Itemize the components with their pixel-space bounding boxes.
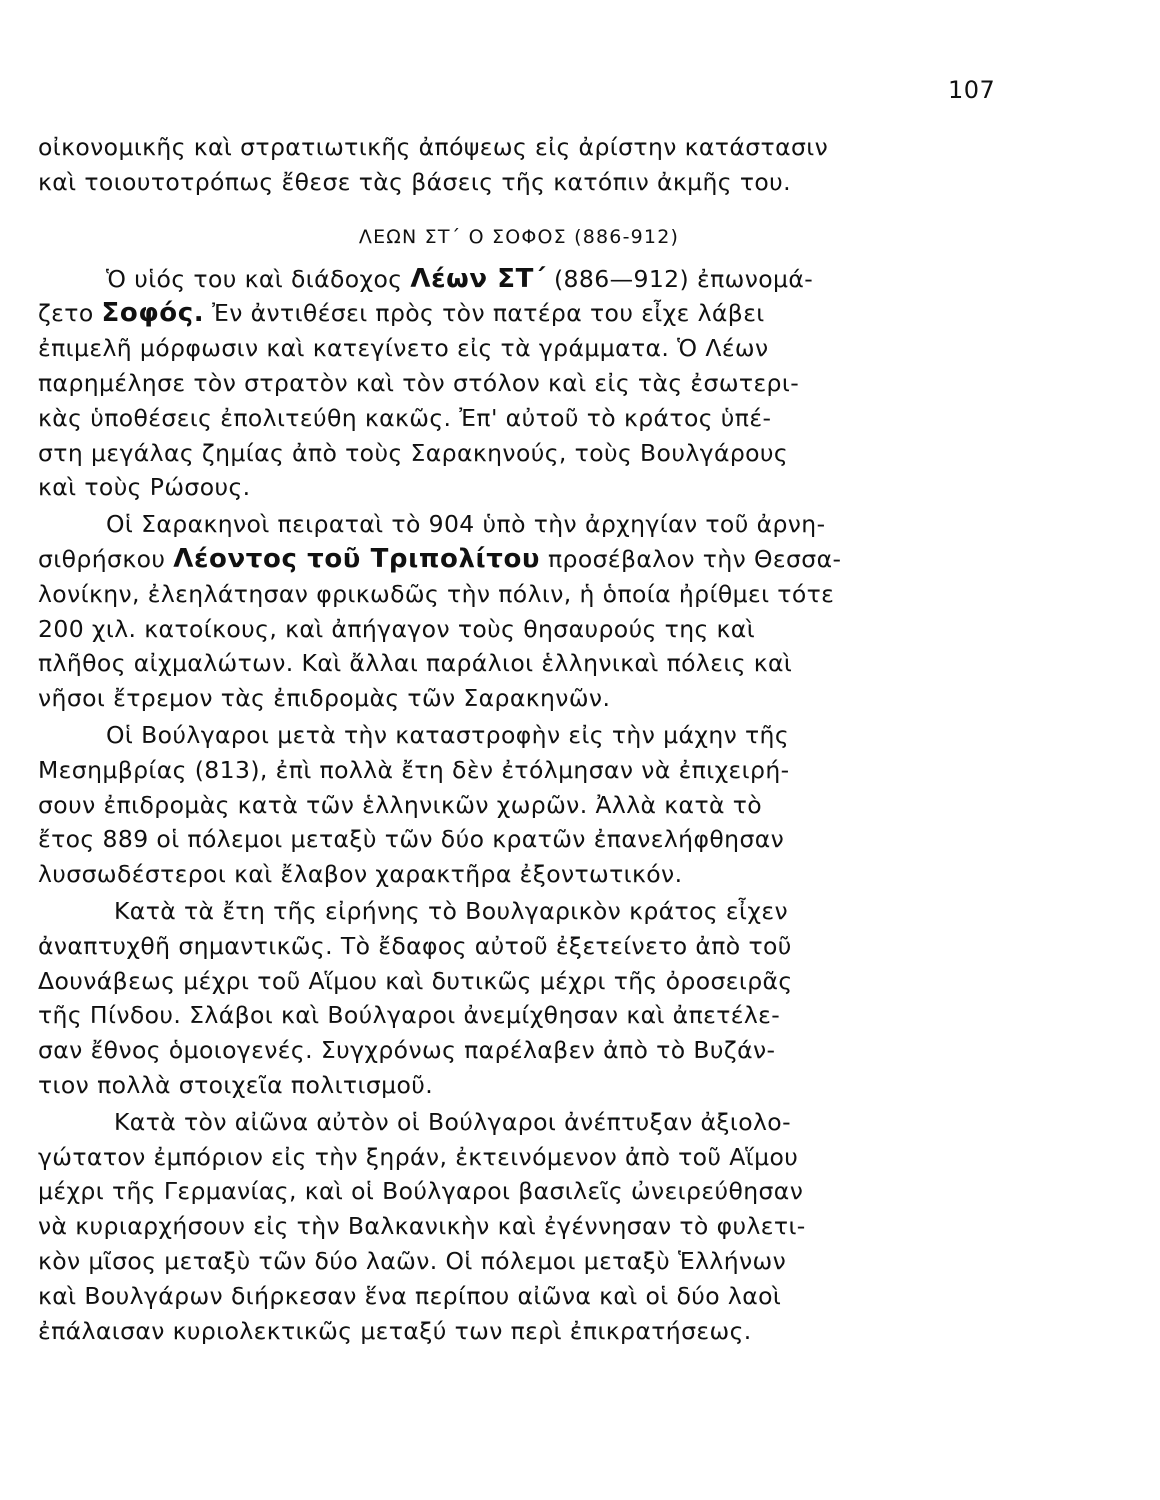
text-line: Κατὰ τὰ ἔτη τῆς εἰρήνης τὸ Βουλγαρικὸν κράτος εἶχεν (114, 896, 788, 925)
text-line: 200 χιλ. κατοίκους, καὶ ἀπήγαγον τοὺς θησαυρούς της καὶ (38, 614, 756, 643)
text-line: μέχρι τῆς Γερμανίας, καὶ οἱ Βούλγαροι βασιλεῖς ὠνειρεύθησαν (38, 1177, 804, 1206)
text-line: σαν ἔθνος ὁμοιογενές. Συγχρόνως παρέλαβεν ἀπὸ τὸ Βυζάν- (38, 1036, 776, 1065)
text-line: κὸν μῖσος μεταξὺ τῶν δύο λαῶν. Οἱ πόλεμοι μεταξὺ Ἑλλήνων (38, 1246, 787, 1275)
text-line: κὰς ὑποθέσεις ἐπολιτεύθη κακῶς. Ἐπ' αὐτοῦ τὸ κράτος ὑπέ- (38, 403, 772, 432)
text-line: παρημέλησε τὸν στρατὸν καὶ τὸν στόλον καὶ εἰς τὰς ἐσωτερι- (38, 368, 800, 397)
text-line: καὶ Βουλγάρων διήρκεσαν ἕνα περίπου αἰῶνα καὶ οἱ δύο λαοὶ (38, 1281, 782, 1310)
text-line: στη μεγάλας ζημίας ἀπὸ τοὺς Σαρακηνούς, τοὺς Βουλγάρους (38, 438, 789, 467)
section-heading: ΛΕΩΝ ΣΤ΄ Ο ΣΟΦΟΣ (886-912) (358, 225, 680, 248)
text-line: λονίκην, ἐλεηλάτησαν φρικωδῶς τὴν πόλιν, ἡ ὁποία ἠρίθμει τότε (38, 579, 835, 608)
text-line: οἰκονομικῆς καὶ στρατιωτικῆς ἀπόψεως εἰς ἀρίστην κατάστασιν (38, 133, 829, 161)
text-line: καὶ τοὺς Ρώσους. (38, 473, 251, 502)
text-line: ἐπιμελῆ μόρφωσιν καὶ κατεγίνετο εἰς τὰ γράμματα. Ὁ Λέων (38, 334, 769, 363)
text-line: νῆσοι ἔτρεμον τὰς ἐπιδρομὰς τῶν Σαρακηνῶν. (38, 684, 611, 713)
text-line: Οἱ Σαρακηνοὶ πειραταὶ τὸ 904 ὑπὸ τὴν ἀρχηγίαν τοῦ ἀρνη- (106, 510, 826, 539)
bold-name: Λέων ΣΤ΄ (410, 263, 547, 294)
text-line: ἀναπτυχθῆ σημαντικῶς. Τὸ ἔδαφος αὐτοῦ ἐξετείνετο ἀπὸ τοῦ (38, 931, 792, 960)
body-text (38, 130, 1000, 1348)
bold-name: Λέοντος τοῦ Τριπολίτου (173, 543, 541, 574)
text-line: τιον πολλὰ στοιχεῖα πολιτισμοῦ. (38, 1070, 434, 1099)
text-line: καὶ τοιουτοτρόπως ἔθεσε τὰς βάσεις τῆς κατόπιν ἀκμῆς του. (38, 167, 792, 196)
text-line: ἔτος 889 οἱ πόλεμοι μεταξὺ τῶν δύο κρατῶν ἐπανελήφθησαν (38, 825, 785, 854)
text-line: λυσσωδέστεροι καὶ ἔλαβον χαρακτῆρα ἐξοντωτικόν. (38, 860, 683, 889)
text-line: πλῆθος αἰχμαλώτων. Καὶ ἄλλαι παράλιοι ἑλληνικαὶ πόλεις καὶ (38, 649, 793, 678)
text-fragment: Ἐν ἀντιθέσει πρὸς τὸν πατέρα του εἶχε λάβει (212, 299, 765, 328)
text-fragment: (886—912) ἐπωνομά- (553, 264, 814, 293)
text-fragment: ζετο (38, 299, 94, 328)
text-line: γώτατον ἐμπόριον εἰς τὴν ξηράν, ἐκτεινόμενον ἀπὸ τοῦ Αἵμου (38, 1142, 799, 1171)
text-line: Δουνάβεως μέχρι τοῦ Αἵμου καὶ δυτικῶς μέχρι τῆς ὀροσειρᾶς (38, 966, 793, 995)
text-line: τῆς Πίνδου. Σλάβοι καὶ Βούλγαροι ἀνεμίχθησαν καὶ ἀπετέλε- (38, 1001, 781, 1030)
text-line: σουν ἐπιδρομὰς κατὰ τῶν ἑλληνικῶν χωρῶν. Ἀλλὰ κατὰ τὸ (38, 790, 763, 819)
page-number: 107 (948, 76, 996, 104)
text-fragment: σιθρήσκου (38, 544, 166, 573)
text-line: νὰ κυριαρχήσουν εἰς τὴν Βαλκανικὴν καὶ ἐγέννησαν τὸ φυλετι- (38, 1212, 806, 1241)
text-fragment: προσέβαλον τὴν Θεσσα- (547, 544, 842, 573)
text-line: Οἱ Βούλγαροι μετὰ τὴν καταστροφὴν εἰς τὴν μάχην τῆς (106, 720, 790, 749)
text-line: Μεσημβρίας (813), ἐπὶ πολλὰ ἔτη δὲν ἐτόλμησαν νὰ ἐπιχειρή- (38, 755, 790, 784)
text-fragment: Ὁ υἱός του καὶ διάδοχος (106, 264, 403, 293)
text-line (38, 296, 1000, 331)
text-line (38, 262, 1000, 297)
text-line (38, 542, 1000, 577)
bold-name: Σοφός. (101, 298, 205, 329)
text-line: ἐπάλαισαν κυριολεκτικῶς μεταξύ των περὶ ἐπικρατήσεως. (38, 1316, 752, 1345)
text-line: Κατὰ τὸν αἰῶνα αὐτὸν οἱ Βούλγαροι ἀνέπτυξαν ἀξιολο- (114, 1107, 791, 1136)
